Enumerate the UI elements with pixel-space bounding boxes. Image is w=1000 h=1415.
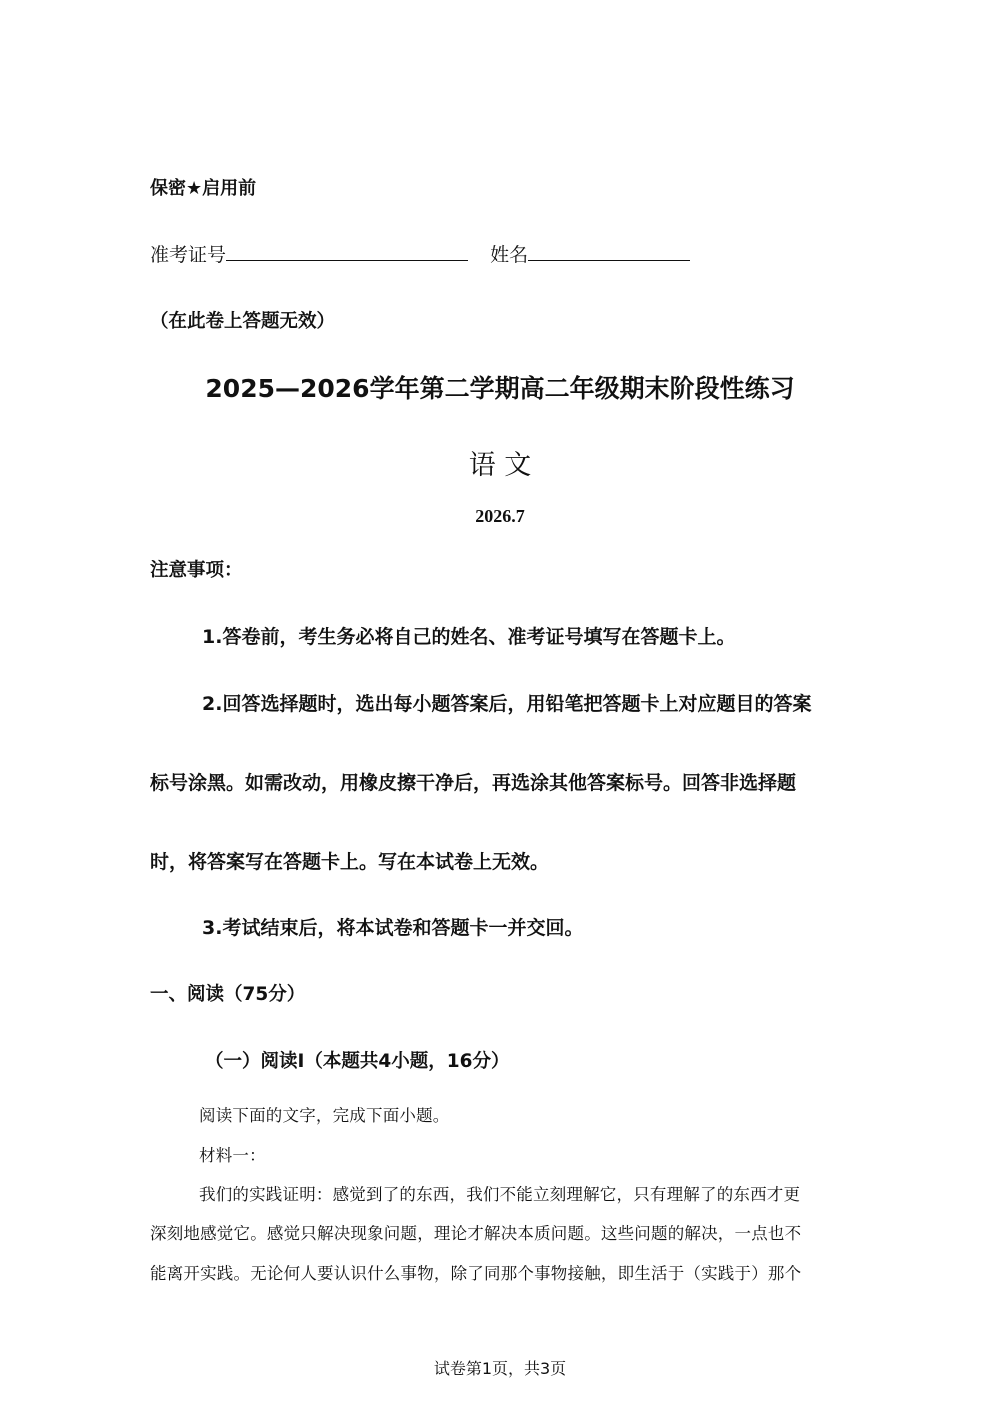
exam-id-blank [226,244,468,261]
notice-item-2-line-3: 时，将答案写在答题卡上。写在本试卷上无效。 [150,851,550,873]
notice-item-3: 3.考试结束后，将本试卷和答题卡一并交回。 [202,917,584,939]
paragraph-line-1: 我们的实践证明：感觉到了的东西，我们不能立刻理解它，只有理解了的东西才更 [199,1185,801,1204]
notice-item-2-line-2: 标号涂黑。如需改动，用橡皮擦干净后，再选涂其他答案标号。回答非选择题 [150,772,797,794]
paragraph-line-3: 能离开实践。无论何人要认识什么事物，除了同那个事物接触，即生活于（实践于）那个 [150,1264,802,1283]
invalid-note: （在此卷上答题无效） [150,311,336,332]
page-footer: 试卷第1页，共3页 [433,1359,567,1378]
exam-id-label: 准考证号 [150,244,227,266]
name-label: 姓名 [490,244,529,266]
subject-title: 语 文 [468,450,532,481]
candidate-info-row [150,240,690,267]
subsection-heading: （一）阅读Ⅰ（本题共4小题，16分） [205,1051,510,1072]
material-label: 材料一： [199,1146,266,1165]
exam-date: 2026.7 [475,506,525,526]
notice-item-1: 1.答卷前，考生务必将自己的姓名、准考证号填写在答题卡上。 [202,626,736,648]
notice-item-2-line-1: 2.回答选择题时，选出每小题答案后，用铅笔把答题卡上对应题目的答案 [202,693,812,715]
section-heading: 一、阅读（75分） [150,984,306,1005]
paragraph-line-2: 深刻地感觉它。感觉只解决现象问题，理论才解决本质问题。这些问题的解决，一点也不 [150,1224,802,1243]
notice-heading: 注意事项： [150,560,243,581]
name-blank [528,244,690,261]
instruction-text: 阅读下面的文字，完成下面小题。 [199,1106,450,1125]
confidential-label: 保密★启用前 [150,178,257,199]
exam-title: 2025—2026学年第二学期高二年级期末阶段性练习 [205,374,795,403]
